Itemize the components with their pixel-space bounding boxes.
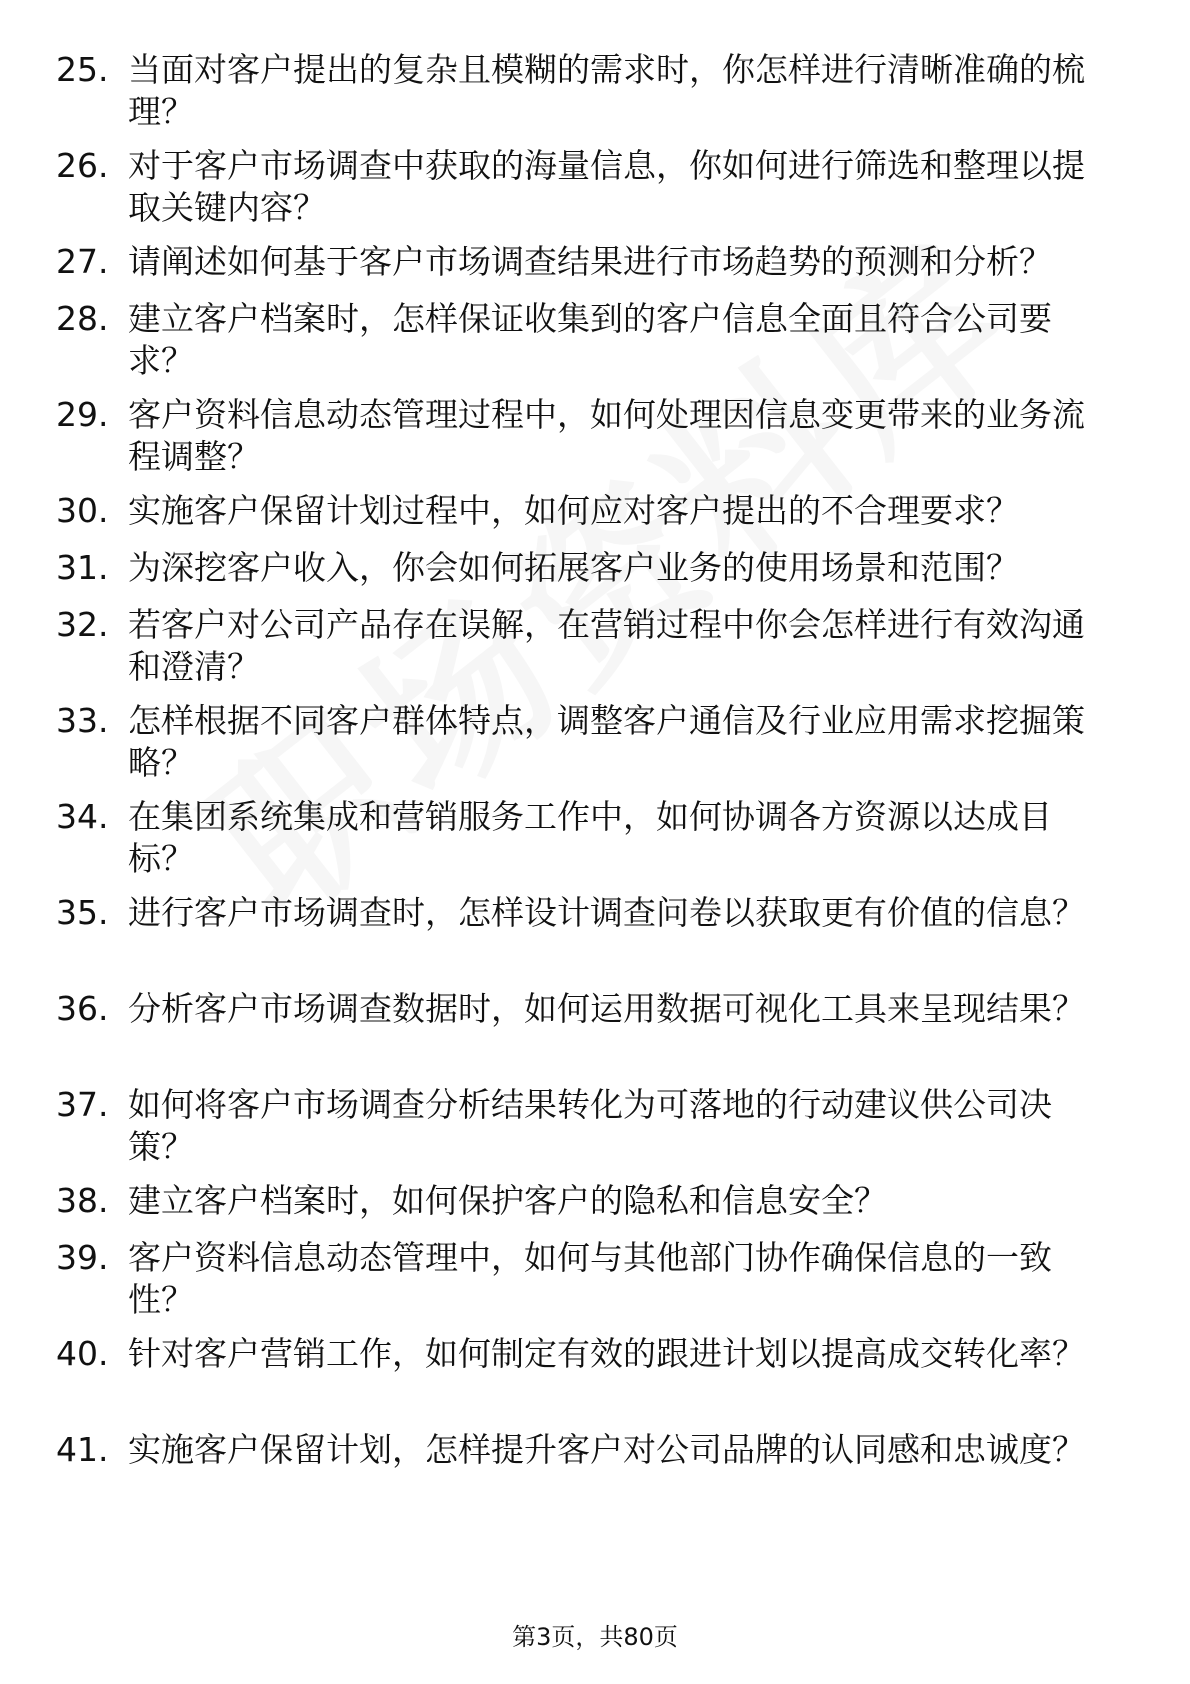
question-item [56, 796, 1116, 880]
question-text: 在集团系统集成和营销服务工作中，如何协调各方资源以达成目标？ [128, 797, 1052, 878]
question-text: 请阐述如何基于客户市场调查结果进行市场趋势的预测和分析？ [128, 242, 1052, 281]
question-number: 26. [56, 146, 109, 185]
question-item [56, 394, 1116, 478]
question-text: 若客户对公司产品存在误解，在营销过程中你会怎样进行有效沟通和澄清？ [128, 605, 1085, 686]
page-footer: 第3页，共80页 [512, 1623, 678, 1651]
question-item [56, 988, 1116, 1030]
question-text: 怎样根据不同客户群体特点，调整客户通信及行业应用需求挖掘策略？ [128, 701, 1085, 782]
question-text: 为深挖客户收入，你会如何拓展客户业务的使用场景和范围？ [128, 548, 1019, 587]
question-item [56, 547, 1116, 589]
question-text: 建立客户档案时，如何保护客户的隐私和信息安全？ [128, 1181, 887, 1220]
question-item [56, 298, 1116, 382]
question-text: 针对客户营销工作，如何制定有效的跟进计划以提高成交转化率？ [128, 1334, 1085, 1373]
question-item [56, 490, 1116, 532]
question-number: 29. [56, 395, 109, 434]
question-text: 实施客户保留计划，怎样提升客户对公司品牌的认同感和忠诚度？ [128, 1430, 1085, 1469]
question-number: 38. [56, 1181, 109, 1220]
question-number: 28. [56, 299, 109, 338]
question-item [56, 892, 1116, 934]
question-text: 实施客户保留计划过程中，如何应对客户提出的不合理要求？ [128, 491, 1019, 530]
question-number: 36. [56, 989, 109, 1028]
question-item [56, 1084, 1116, 1168]
question-text: 分析客户市场调查数据时，如何运用数据可视化工具来呈现结果？ [128, 989, 1085, 1028]
question-number: 37. [56, 1085, 109, 1124]
question-text: 建立客户档案时，怎样保证收集到的客户信息全面且符合公司要求？ [128, 299, 1052, 380]
question-text: 进行客户市场调查时，怎样设计调查问卷以获取更有价值的信息？ [128, 893, 1085, 932]
question-number: 41. [56, 1430, 109, 1469]
question-number: 34. [56, 797, 109, 836]
question-number: 31. [56, 548, 109, 587]
question-number: 39. [56, 1238, 109, 1277]
question-number: 30. [56, 491, 109, 530]
question-text: 当面对客户提出的复杂且模糊的需求时，你怎样进行清晰准确的梳理？ [128, 50, 1085, 131]
question-item [56, 1180, 1116, 1222]
question-item [56, 604, 1116, 688]
question-number: 32. [56, 605, 109, 644]
question-item [56, 241, 1116, 283]
question-item [56, 1333, 1116, 1375]
question-text: 对于客户市场调查中获取的海量信息，你如何进行筛选和整理以提取关键内容？ [128, 146, 1085, 227]
question-text: 如何将客户市场调查分析结果转化为可落地的行动建议供公司决策？ [128, 1085, 1052, 1166]
question-item [56, 1237, 1116, 1321]
question-text: 客户资料信息动态管理中，如何与其他部门协作确保信息的一致性？ [128, 1238, 1052, 1319]
question-number: 33. [56, 701, 109, 740]
question-item [56, 49, 1116, 133]
question-number: 27. [56, 242, 109, 281]
question-item [56, 145, 1116, 229]
question-number: 35. [56, 893, 109, 932]
question-item [56, 700, 1116, 784]
question-number: 25. [56, 50, 109, 89]
question-number: 40. [56, 1334, 109, 1373]
question-item [56, 1429, 1116, 1471]
question-text: 客户资料信息动态管理过程中，如何处理因信息变更带来的业务流程调整？ [128, 395, 1085, 476]
